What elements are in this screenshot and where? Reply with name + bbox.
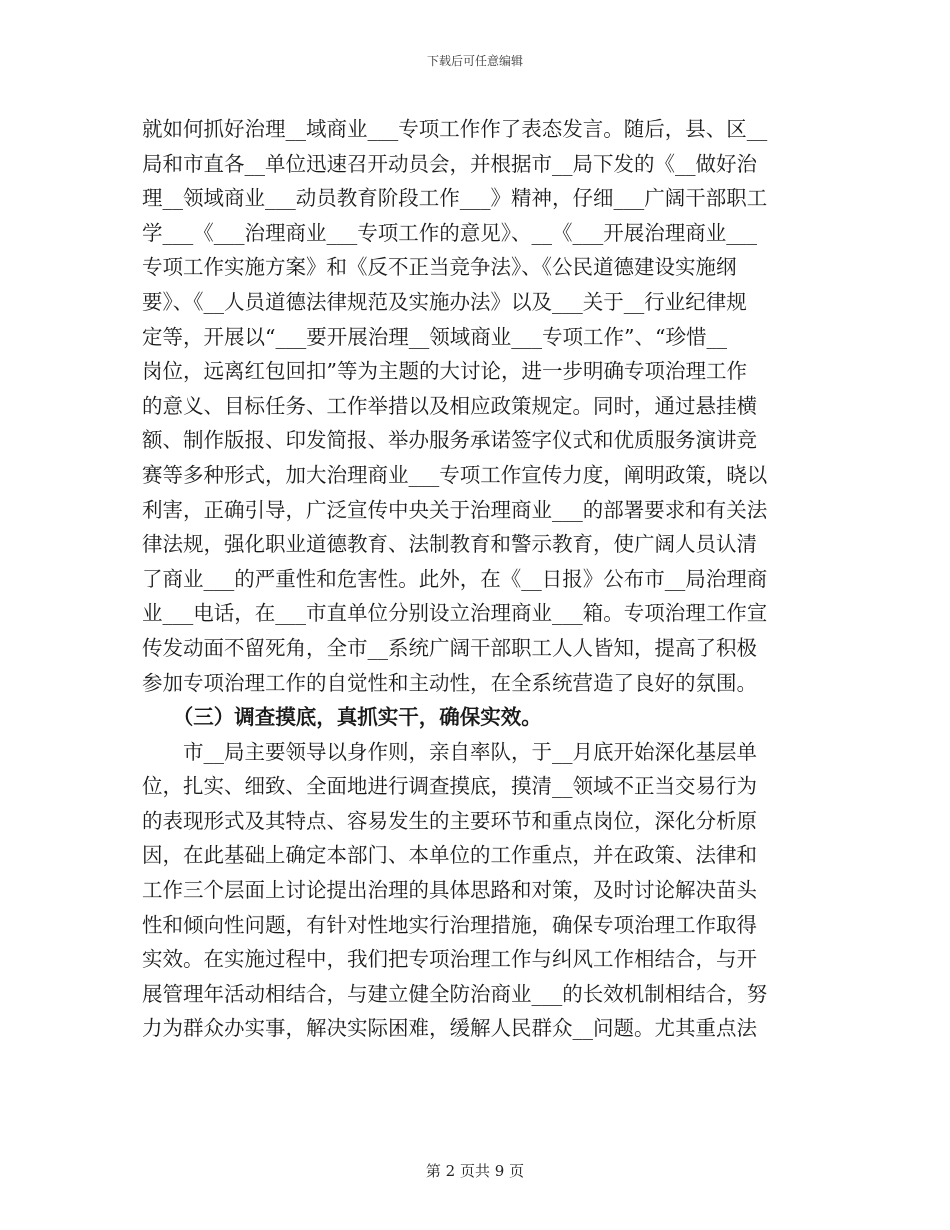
body-text-line: 学___《___治理商业___专项工作的意见》、__《___开展治理商业___ [142, 220, 757, 245]
body-text-line: 因，在此基础上确定本部门、本单位的工作重点，并在政策、法律和 [142, 843, 757, 868]
body-text-line: 工作三个层面上讨论提出治理的具体思路和对策，及时讨论解决苗头 [142, 878, 757, 903]
body-text-line: 岗位，远离红包回扣”等为主题的大讨论，进一步明确专项治理工作 [142, 359, 747, 384]
body-text-line: 定等，开展以“___要开展治理__领域商业___专项工作”、“珍惜__ [142, 324, 727, 349]
body-text-line: 的意义、目标任务、工作举措以及相应政策规定。同时，通过悬挂横 [142, 393, 757, 418]
body-text-line: 要》、《__人员道德法律规范及实施办法》以及___关于__行业纪律规 [142, 289, 747, 314]
body-text-line: 力为群众办实事，解决实际困难，缓解人民群众__问题。尤其重点法 [142, 1016, 757, 1041]
body-text-line: 额、制作版报、印发简报、举办服务承诺签字仪式和优质服务演讲竞 [142, 428, 757, 453]
body-text-line: 就如何抓好治理__域商业___专项工作作了表态发言。随后，县、区__ [142, 117, 768, 141]
body-text-line: 性和倾向性问题，有针对性地实行治理措施，确保专项治理工作取得 [142, 912, 757, 937]
body-text-line: 利害，正确引导，广泛宣传中央关于治理商业___的部署要求和有关法 [142, 497, 768, 522]
body-text-line: 市__局主要领导以身作则，亲自率队，于__月底开始深化基层单 [142, 739, 757, 764]
body-text-line: 律法规，强化职业道德教育、法制教育和警示教育，使广阔人员认清 [142, 532, 757, 557]
body-text-line: 传发动面不留死角，全市__系统广阔干部职工人人皆知，提高了积极 [142, 635, 757, 660]
body-text-line: 实效。在实施过程中，我们把专项治理工作与纠风工作相结合，与开 [142, 947, 757, 972]
page-number: 第 2 页共 9 页 [425, 1162, 525, 1180]
section-heading: （三）调查摸底，真抓实干，确保实效。 [142, 705, 542, 730]
body-text-line: 参加专项治理工作的自觉性和主动性，在全系统营造了良好的氛围。 [142, 670, 757, 695]
body-text-line: 位，扎实、细致、全面地进行调查摸底，摸清__领域不正当交易行为 [142, 774, 757, 799]
document-body [142, 112, 810, 1046]
body-text-line: 局和市直各__单位迅速召开动员会，并根据市__局下发的《__做好治 [142, 151, 757, 176]
body-text-line: 的表现形式及其特点、容易发生的主要环节和重点岗位，深化分析原 [142, 808, 757, 833]
body-text-line: 理__领域商业___动员教育阶段工作___》精神，仔细___广阔干部职工 [142, 186, 768, 211]
body-text-line: 了商业___的严重性和危害性。此外，在《__日报》公布市__局治理商 [142, 566, 768, 591]
page-header: 下载后可任意编辑 [426, 54, 523, 68]
body-text-line: 业___电话，在___市直单位分别设立治理商业___箱。专项治理工作宣 [142, 601, 768, 626]
body-text-line: 展管理年活动相结合，与建立健全防治商业___的长效机制相结合，努 [142, 981, 768, 1006]
body-text-line: 赛等多种形式，加大治理商业___专项工作宣传力度，阐明政策，晓以 [142, 462, 768, 487]
body-text-line: 专项工作实施方案》和《反不正当竞争法》、《公民道德建设实施纲 [142, 255, 737, 280]
